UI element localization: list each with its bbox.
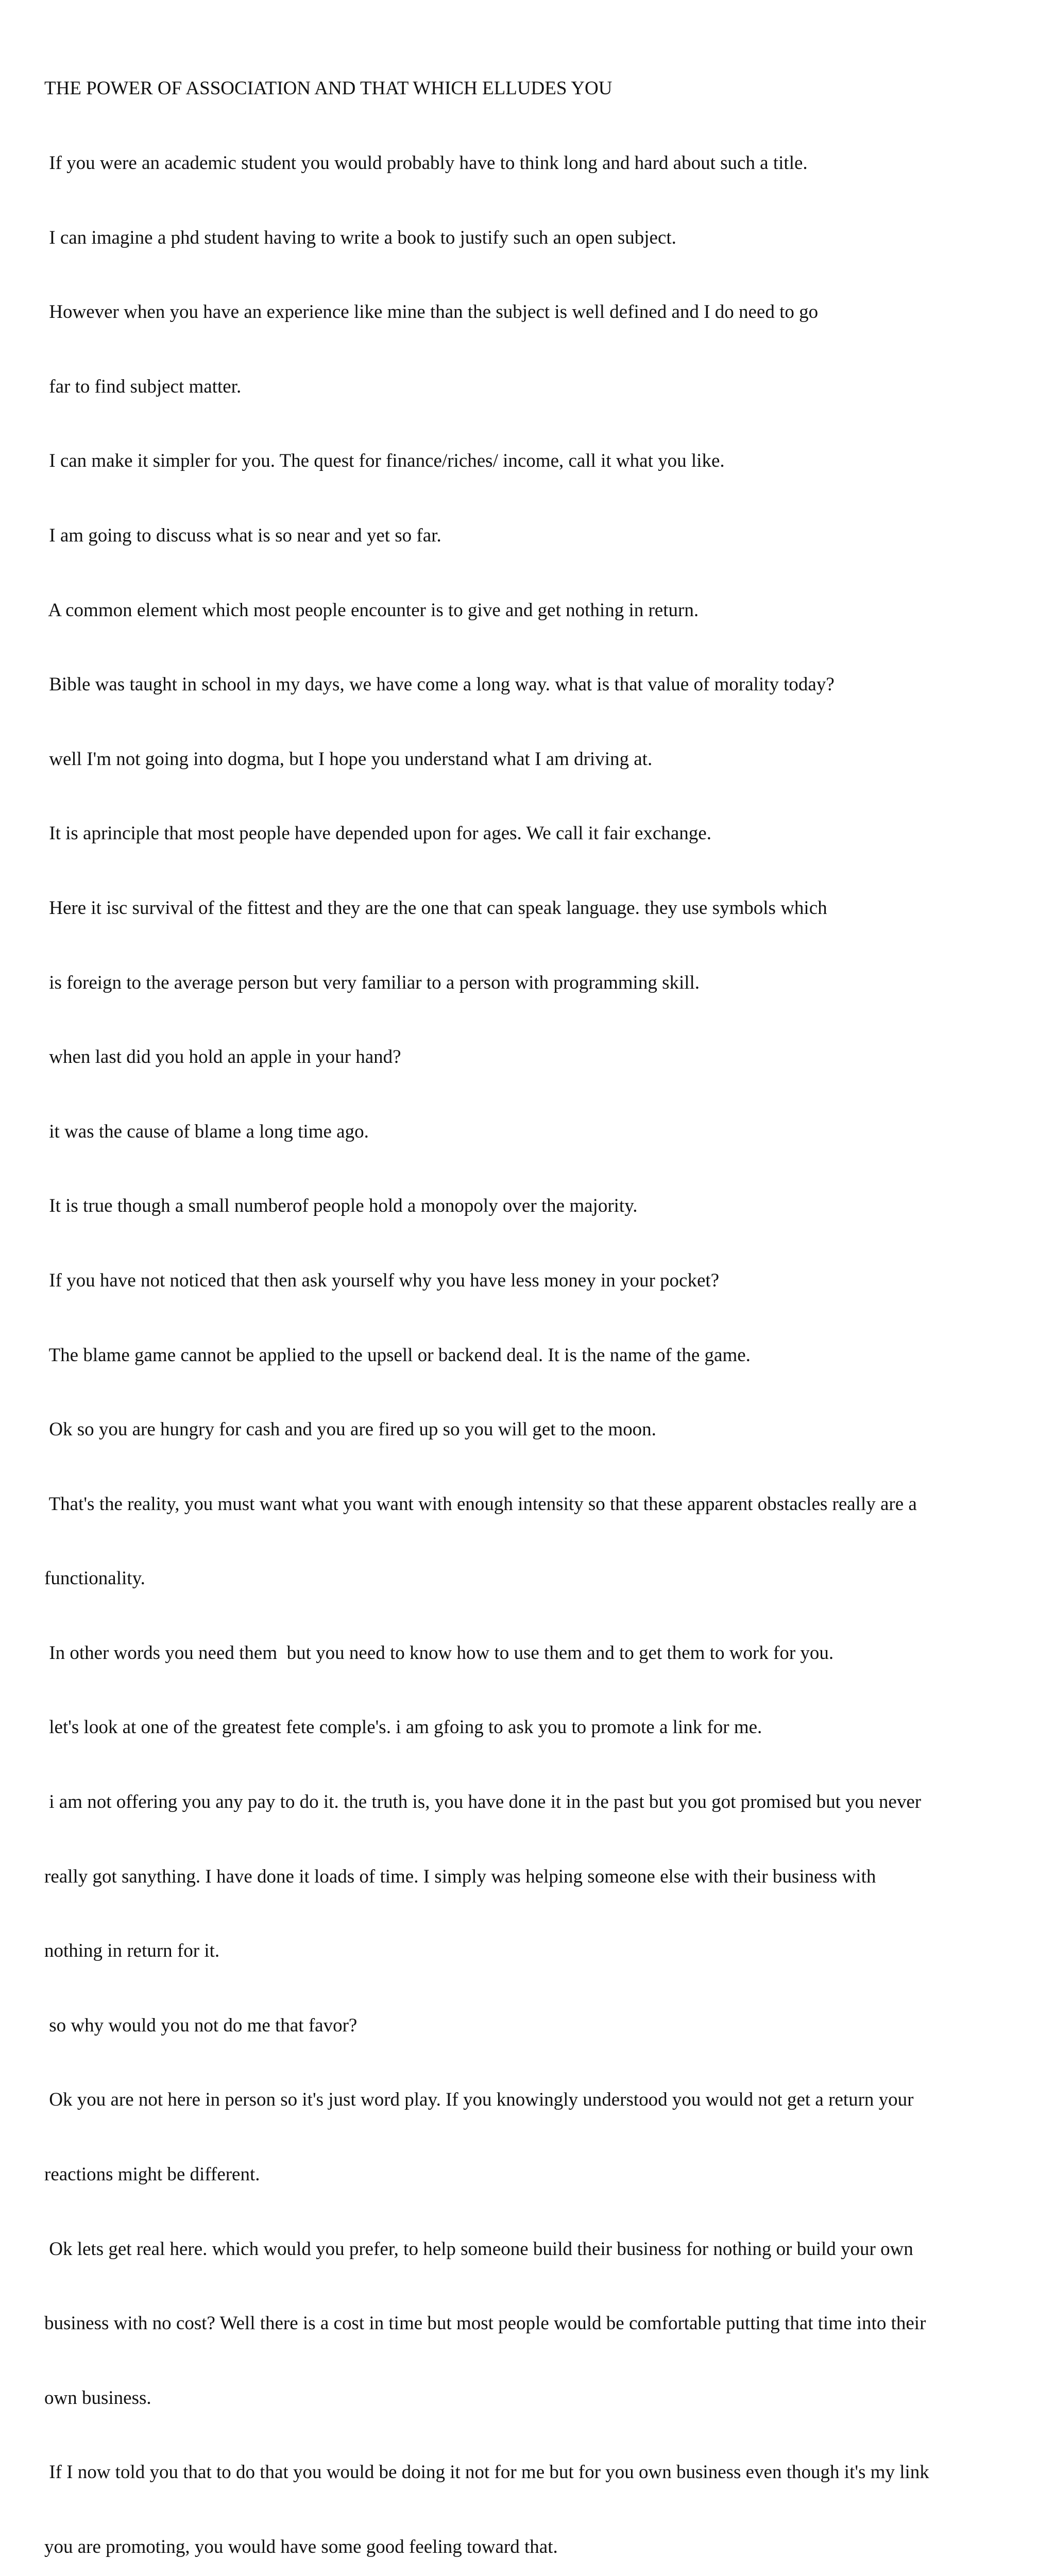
text-line: when last did you hold an apple in your hand? [44, 1046, 401, 1068]
text-line: A common element which most people encounter is to give and get nothing in return. [44, 599, 699, 621]
text-line: However when you have an experience like mine than the subject is well defined and I do need to go [44, 301, 819, 323]
text-line: In other words you need them but you need to know how to use them and to get them to work for you. [44, 1642, 834, 1664]
text-line: I can make it simpler for you. The quest for finance/riches/ income, call it what you like. [44, 450, 725, 472]
text-line: Here it isc survival of the fittest and they are the one that can speak language. they use symbols which [44, 897, 827, 919]
text-line: That's the reality, you must want what you want with enough intensity so that these apparent obstacles really are a [44, 1493, 917, 1515]
text-line: functionality. [44, 1568, 145, 1589]
text-line: It is true though a small numberof people hold a monopoly over the majority. [44, 1195, 638, 1217]
text-line: Bible was taught in school in my days, we have come a long way. what is that value of morality today? [44, 674, 835, 696]
text-line: so why would you not do me that favor? [44, 2014, 358, 2036]
text-line: I can imagine a phd student having to write a book to justify such an open subject. [44, 227, 676, 248]
document-body [44, 27, 1023, 2576]
text-line: well I'm not going into dogma, but I hope you understand what I am driving at. [44, 748, 653, 770]
text-line: far to find subject matter. [44, 376, 242, 397]
text-line: If I now told you that to do that you would be doing it not for me but for you own business even though it's my link [44, 2462, 929, 2483]
text-line: nothing in return for it. [44, 1940, 220, 1962]
text-line: own business. [44, 2387, 151, 2409]
text-line: is foreign to the average person but very familiar to a person with programming skill. [44, 972, 700, 993]
text-line: Ok so you are hungry for cash and you are fired up so you will get to the moon. [44, 1419, 656, 1440]
text-line: let's look at one of the greatest fete comple's. i am gfoing to ask you to promote a link for me. [44, 1717, 762, 1738]
text-line: I am going to discuss what is so near and yet so far. [44, 524, 441, 546]
text-line: you are promoting, you would have some good feeling toward that. [44, 2536, 558, 2557]
document-title: THE POWER OF ASSOCIATION AND THAT WHICH ELLUDES YOU [44, 78, 612, 99]
text-line: business with no cost? Well there is a cost in time but most people would be comfortable putting that time into their [44, 2313, 926, 2334]
text-line: it was the cause of blame a long time ago. [44, 1121, 369, 1142]
text-line: Ok you are not here in person so it's just word play. If you knowingly understood you would not get a return your [44, 2089, 914, 2111]
text-line: It is aprinciple that most people have depended upon for ages. We call it fair exchange. [44, 823, 711, 844]
text-line: i am not offering you any pay to do it. the truth is, you have done it in the past but you got promised but you never [44, 1791, 922, 1813]
text-line: reactions might be different. [44, 2164, 260, 2185]
text-line: The blame game cannot be applied to the upsell or backend deal. It is the name of the game. [44, 1344, 751, 1366]
text-line: If you have not noticed that then ask yourself why you have less money in your pocket? [44, 1269, 720, 1291]
text-line: Ok lets get real here. which would you prefer, to help someone build their business for nothing or build your own [44, 2238, 913, 2260]
text-line: If you were an academic student you would probably have to think long and hard about such a title. [44, 152, 808, 174]
text-line: really got sanything. I have done it loads of time. I simply was helping someone else with their business with [44, 1866, 876, 1887]
